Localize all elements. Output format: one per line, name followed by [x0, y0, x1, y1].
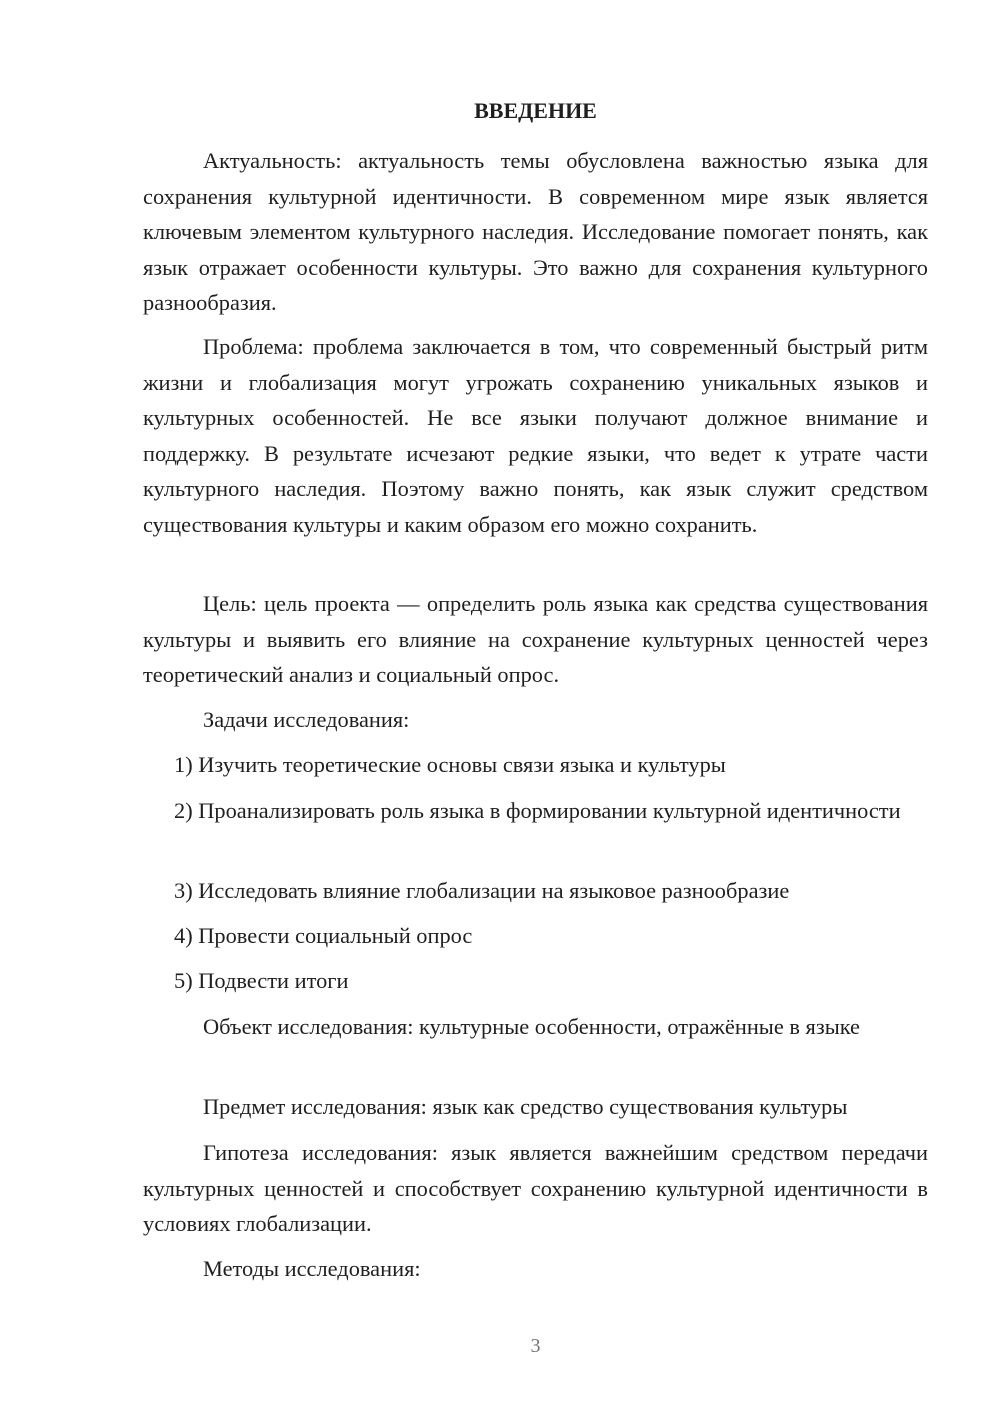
- object-paragraph: Объект исследования: культурные особенности, отражённые в языке: [203, 1014, 860, 1039]
- task-item-4: 4) Провести социальный опрос: [174, 923, 473, 948]
- page-number: 3: [530, 1335, 541, 1357]
- task-item-1: 1) Изучить теоретические основы связи языка и культуры: [174, 752, 726, 777]
- methods-heading: Методы исследования:: [203, 1256, 421, 1281]
- problem-paragraph: Проблема: проблема заключается в том, что современный быстрый ритм жизни и глобализация могут угрожать сохранению уникальных языков и культурных особенностей. Не все языки получают должное внимание и поддержку. В результате исчезают редкие языки, что ведет к утрате части культурного наследия. Поэтому важно понять, как язык служит средством существования культуры и каким образом его можно сохранить.: [143, 334, 928, 537]
- task-item-3: 3) Исследовать влияние глобализации на языковое разнообразие: [174, 878, 790, 903]
- subject-paragraph: Предмет исследования: язык как средство существования культуры: [203, 1094, 848, 1119]
- hypothesis-paragraph: Гипотеза исследования: язык является важнейшим средством передачи культурных ценностей и способствует сохранению культурной идентичности в условиях глобализации.: [143, 1140, 928, 1236]
- task-item-5: 5) Подвести итоги: [174, 968, 349, 993]
- task-item-2: 2) Проанализировать роль языка в формировании культурной идентичности: [174, 798, 901, 823]
- document-page: [143, 0, 928, 1414]
- page-title: ВВЕДЕНИЕ: [474, 98, 597, 123]
- tasks-heading: Задачи исследования:: [203, 707, 410, 732]
- goal-paragraph: Цель: цель проекта — определить роль языка как средства существования культуры и выявить его влияние на сохранение культурных ценностей через теоретический анализ и социальный опрос.: [143, 591, 928, 687]
- relevance-paragraph: Актуальность: актуальность темы обусловлена важностью языка для сохранения культурной идентичности. В современном мире язык является ключевым элементом культурного наследия. Исследование помогает понять, как язык отражает особенности культуры. Это важно для сохранения культурного разнообразия.: [143, 148, 928, 315]
